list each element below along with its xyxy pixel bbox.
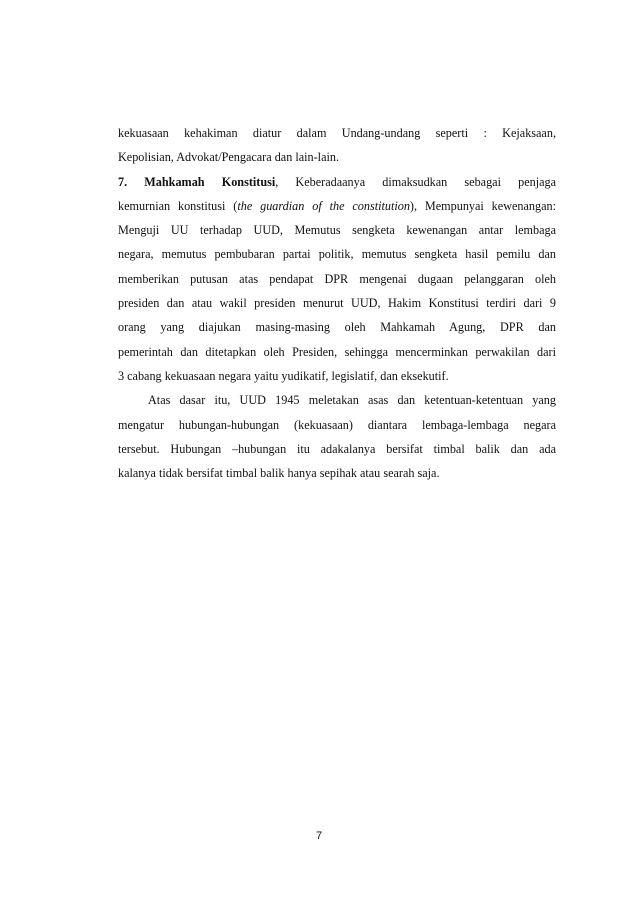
item-7-heading-line — [118, 170, 556, 194]
text-line: Kepolisian, Advokat/Pengacara dan lain-lain. — [118, 150, 339, 165]
item-7-line1-rest: , Keberadaanya dimaksudkan sebagai penjaga — [275, 174, 557, 189]
text-line: orang yang diajukan masing-masing oleh Mahkamah Agung, DPR dan — [118, 320, 556, 335]
closing-paragraph-line: Atas dasar itu, UUD 1945 meletakan asas dan ketentuan-ketentuan yang — [148, 393, 556, 408]
closing-paragraph-line: mengatur hubungan-hubungan (kekuasaan) diantara lembaga-lembaga negara — [118, 417, 556, 432]
page-number: 7 — [315, 830, 323, 842]
text-line: presiden dan atau wakil presiden menurut UUD, Hakim Konstitusi terdiri dari 9 — [118, 296, 556, 311]
item-7-line2-before: kemurnian konstitusi ( — [118, 198, 238, 213]
item-7-line2-italic: the guardian of the constitution — [237, 198, 410, 213]
item-7-line-2 — [118, 194, 556, 218]
text-line: memberikan putusan atas pendapat DPR mengenai dugaan pelanggaran oleh — [118, 271, 556, 286]
closing-paragraph-line: kalanya tidak bersifat timbal balik hanya sepihak atau searah saja. — [118, 466, 440, 481]
text-line: negara, memutus pembubaran partai politik, memutus sengketa hasil pemilu dan — [118, 247, 556, 262]
text-line: Menguji UU terhadap UUD, Memutus sengketa kewenangan antar lembaga — [118, 223, 556, 238]
item-7-line2-after: ), Mempunyai kewenangan: — [409, 198, 556, 213]
item-7-number: 7. — [118, 174, 128, 189]
item-7-term: Mahkamah Konstitusi — [144, 174, 276, 189]
text-line: kekuasaan kehakiman diatur dalam Undang-undang seperti : Kejaksaan, — [118, 126, 556, 140]
document-body — [118, 121, 556, 485]
closing-paragraph-line: tersebut. Hubungan –hubungan itu adakalanya bersifat timbal balik dan ada — [118, 441, 556, 456]
text-line: pemerintah dan ditetapkan oleh Presiden, sehingga mencerminkan perwakilan dari — [118, 344, 556, 359]
text-line: 3 cabang kekuasaan negara yaitu yudikatif, legislatif, dan eksekutif. — [118, 368, 449, 383]
